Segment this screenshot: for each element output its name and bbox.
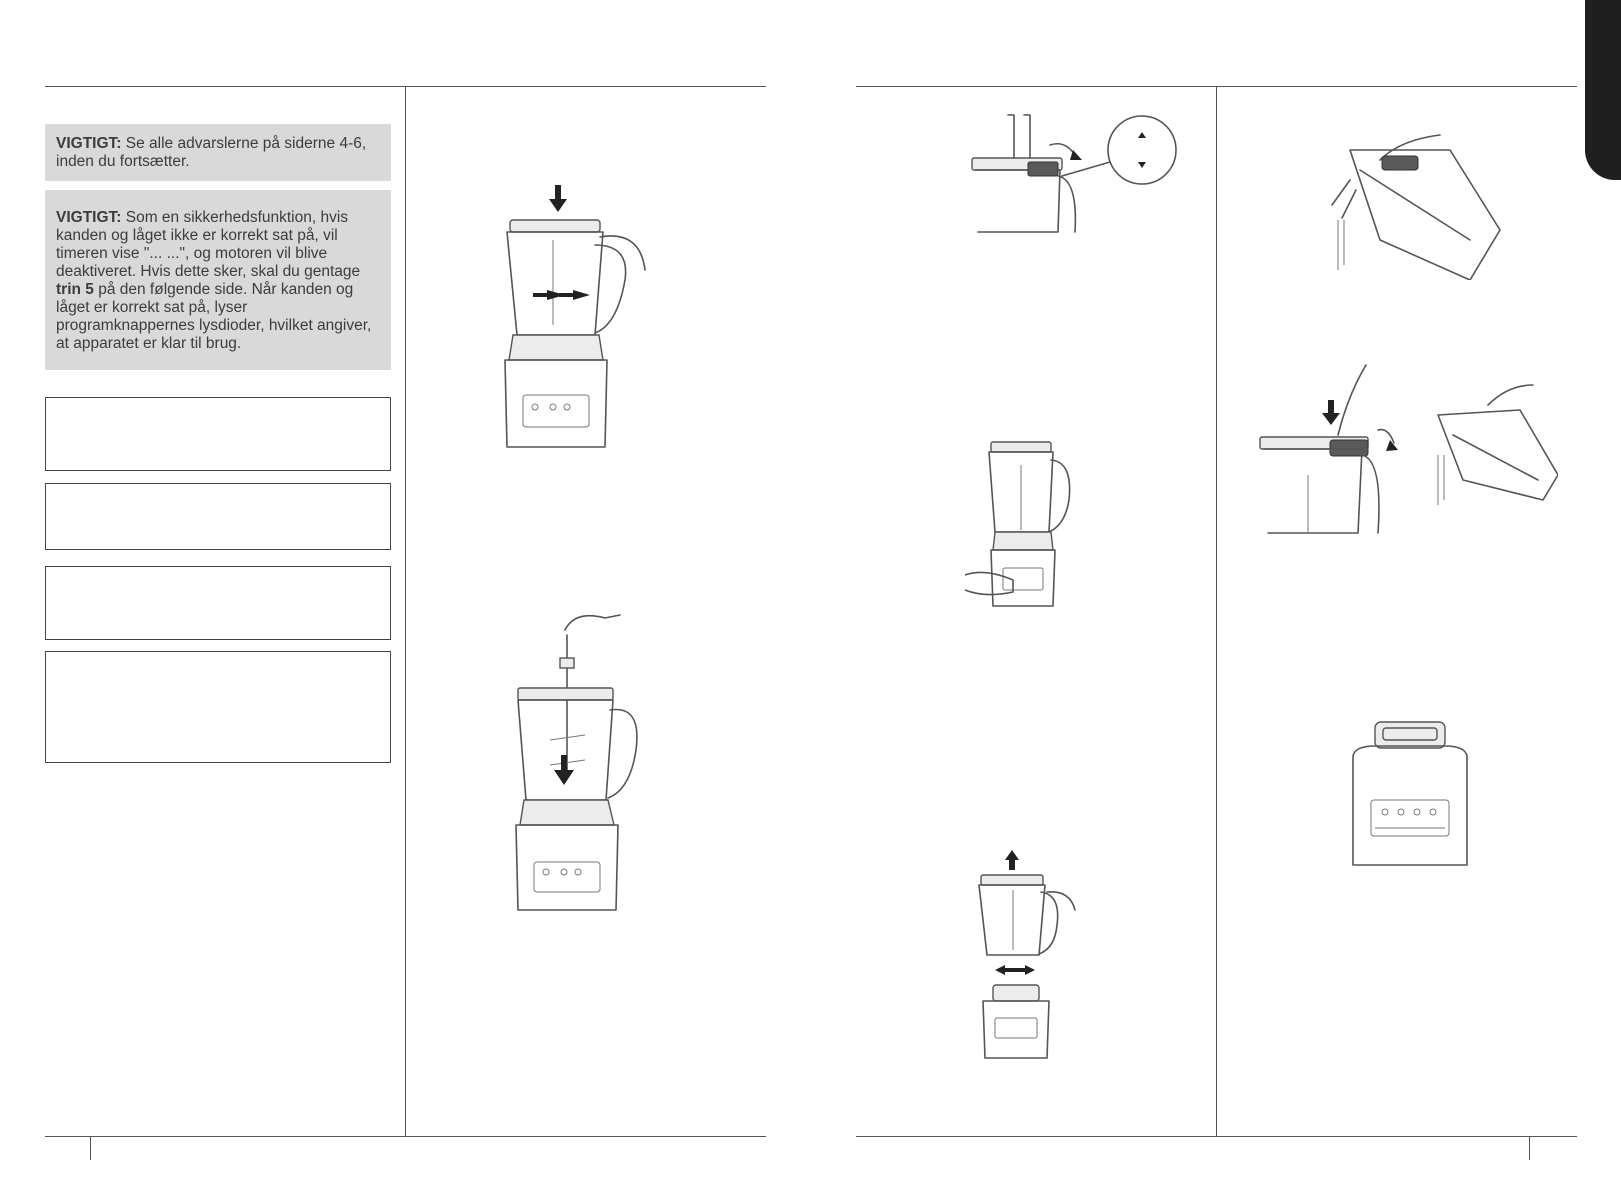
right-page-column-divider — [1216, 86, 1217, 1136]
note-box-1 — [45, 397, 391, 471]
left-page-column-divider — [405, 86, 406, 1136]
pitcher-pour-icon — [1320, 120, 1510, 280]
important-note-warnings — [45, 124, 391, 181]
section-tab — [1585, 0, 1621, 180]
lid-handle-fold-icon — [970, 110, 1180, 235]
important-label: VIGTIGT: — [56, 209, 122, 226]
lid-release-pour-icon — [1258, 355, 1558, 535]
note-box-2 — [45, 483, 391, 550]
note-box-4 — [45, 651, 391, 763]
blender-lid-press-icon — [495, 185, 665, 455]
blender-lift-pitcher-icon — [975, 850, 1090, 1065]
blender-control-panel-icon — [965, 440, 1075, 615]
blender-blade-insert-icon — [510, 610, 660, 920]
step-reference: trin 5 — [56, 281, 94, 298]
important-text: Se alle advarslerne på siderne 4-6, inden du fortsætter. — [56, 135, 367, 170]
right-page-bottom-rule — [856, 1136, 1577, 1137]
important-text: Som en sikkerhedsfunktion, hvis kanden og låget ikke er korrekt sat på, vil timeren vise "... ...", og motoren vil blive deaktiveret. Hvis dette sker, skal du gentage — [56, 209, 361, 280]
important-note-safety — [45, 190, 391, 370]
left-page-number-tick — [90, 1136, 91, 1160]
left-page-bottom-rule — [45, 1136, 766, 1137]
motor-base-icon — [1345, 720, 1475, 880]
important-label: VIGTIGT: — [56, 135, 122, 152]
right-page-number-tick — [1529, 1136, 1530, 1160]
note-box-3 — [45, 566, 391, 640]
important-text-continued: på den følgende side. Når kanden og låget er korrekt sat på, lyser programknappernes lysdioder, hvilket angiver, at apparatet er klar til brug. — [56, 281, 372, 352]
